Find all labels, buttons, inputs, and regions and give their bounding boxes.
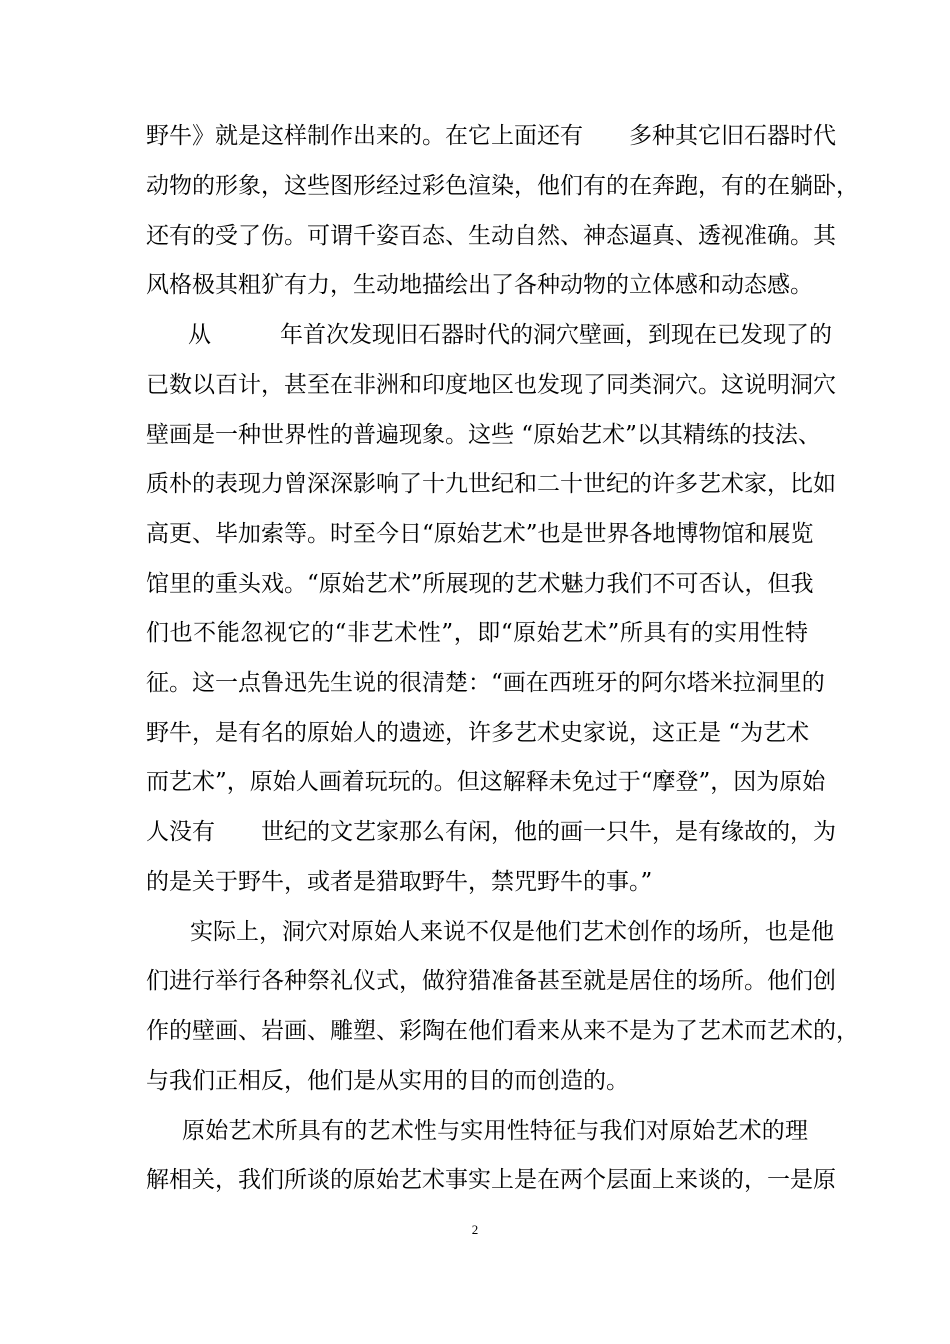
text-line: 馆里的重头戏。“原始艺术”所展现的艺术魅力我们不可否认，但我 [146, 571, 814, 597]
text-line: 动物的形象，这些图形经过彩色渲染，他们有的在奔跑，有的在躺卧， [146, 173, 859, 199]
text-line: 的是关于野牛，或者是猎取野牛，禁咒野牛的事。” [146, 869, 653, 895]
text-line: 与我们正相反，他们是从实用的目的而创造的。 [146, 1068, 629, 1094]
text-line: 野牛》就是这样制作出来的。在它上面还有 多种其它旧石器时代 [146, 123, 836, 149]
text-line: 还有的受了伤。可谓千姿百态、生动自然、神态逼真、透视准确。其 [146, 223, 836, 249]
text-line: 高更、毕加索等。时至今日“原始艺术”也是世界各地博物馆和展览 [146, 521, 814, 547]
text-line: 质朴的表现力曾深深影响了十九世纪和二十世纪的许多艺术家，比如 [146, 471, 836, 497]
text-line: 已数以百计，甚至在非洲和印度地区也发现了同类洞穴。这说明洞穴 [146, 372, 836, 398]
text-line: 而艺术”，原始人画着玩玩的。但这解释未免过于“摩登”，因为原始 [146, 769, 826, 795]
text-line: 人没有 世纪的文艺家那么有闲，他的画一只牛，是有缘故的，为 [146, 819, 836, 845]
text-line: 从 年首次发现旧石器时代的洞穴壁画，到现在已发现了的 [188, 322, 832, 348]
text-line: 实际上，洞穴对原始人来说不仅是他们艺术创作的场所，也是他 [190, 919, 834, 945]
page-number: 2 [471, 1222, 479, 1237]
text-line: 征。这一点鲁迅先生说的很清楚：“画在西班牙的阿尔塔米拉洞里的 [146, 670, 825, 696]
text-line: 原始艺术所具有的艺术性与实用性特征与我们对原始艺术的理 [182, 1118, 808, 1144]
text-line: 作的壁画、岩画、雕塑、彩陶在他们看来从来不是为了艺术而艺术的， [146, 1018, 859, 1044]
text-line: 解相关，我们所谈的原始艺术事实上是在两个层面上来谈的，一是原 [146, 1167, 836, 1193]
text-line: 们也不能忽视它的“非艺术性”，即“原始艺术”所具有的实用性特 [146, 620, 808, 646]
text-line: 风格极其粗犷有力，生动地描绘出了各种动物的立体感和动态感。 [146, 272, 813, 298]
text-line: 野牛，是有名的原始人的遗迹，许多艺术史家说，这正是 “为艺术 [146, 720, 810, 746]
text-line: 壁画是一种世界性的普遍现象。这些 “原始艺术”以其精练的技法、 [146, 422, 821, 448]
text-line: 们进行举行各种祭礼仪式，做狩猎准备甚至就是居住的场所。他们创 [146, 968, 836, 994]
